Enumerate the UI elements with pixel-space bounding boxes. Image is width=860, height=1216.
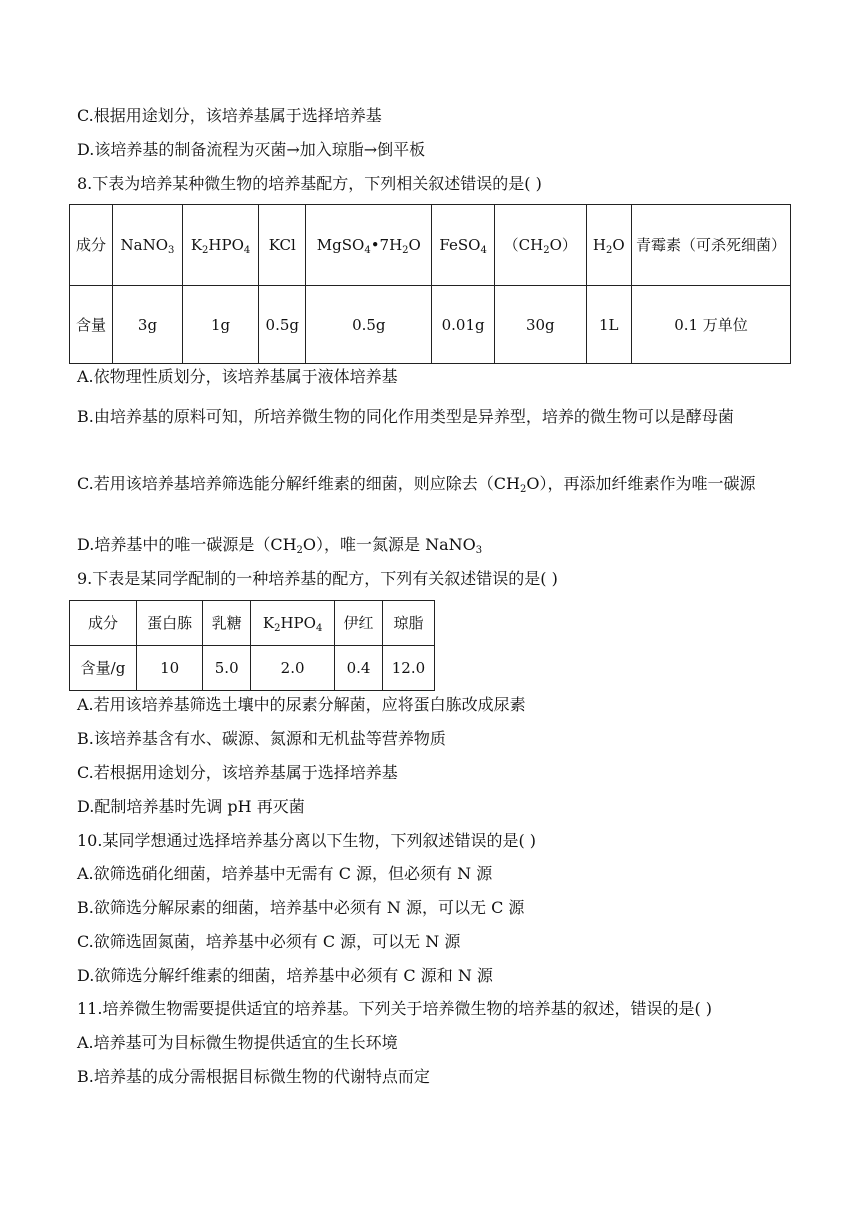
q11-option-a: A.培养基可为目标微生物提供适宜的生长环境: [77, 1033, 398, 1052]
q9-amount-2: 2.0: [251, 646, 335, 691]
q8-amount-2: 0.5g: [259, 286, 306, 364]
q8-cell-mgso4: $MgSO_4•7H_2O$: [306, 205, 432, 286]
q8-cell-nano3: NaNO$_3$: [113, 205, 183, 286]
q8-amount-0: 3g: [113, 286, 183, 364]
q8-amount-7: 0.1 万单位: [632, 286, 791, 364]
q8-table: [69, 204, 791, 364]
q8-option-b: B.由培养基的原料可知，所培养微生物的同化作用类型是异养型，培养的微生物可以是酵母菌: [77, 407, 734, 426]
q9-cell-k2hpo4: $K_2HPO_4$: [251, 601, 335, 646]
q8-option-a: A.依物理性质划分，该培养基属于液体培养基: [77, 367, 398, 386]
q9-amount-4: 12.0: [382, 646, 434, 691]
q8-option-c: C.若用该培养基培养筛选能分解纤维素的细菌，则应除去$(CH_2O)$，再添加纤维素作为唯一碳源: [77, 474, 756, 495]
q10-option-c: C.欲筛选固氮菌，培养基中必须有 C 源，可以无 N 源: [77, 932, 461, 951]
q7-option-c: C.根据用途划分，该培养基属于选择培养基: [77, 106, 382, 125]
q10-option-a: A.欲筛选硝化细菌，培养基中无需有 C 源，但必须有 N 源: [77, 864, 493, 883]
q8-row-label-amount-text: 含量: [75, 315, 106, 334]
q9-cell-lactose: 乳糖: [203, 601, 251, 646]
q9-stem: 9.下表是某同学配制的一种培养基的配方，下列有关叙述错误的是( ): [77, 569, 558, 588]
q11-option-b: B.培养基的成分需根据目标微生物的代谢特点而定: [77, 1067, 430, 1086]
q8-amount-4: 0.01g: [432, 286, 495, 364]
q9-row-label-component: 成分: [70, 601, 137, 646]
q9-cell-agar: 琼脂: [382, 601, 434, 646]
q8-amount-5: 30g: [495, 286, 587, 364]
q8-cell-kcl: KCl: [259, 205, 306, 286]
q9-option-d: D.配制培养基时先调 pH 再灭菌: [77, 797, 305, 816]
q9-row-label-amount: 含量/g: [70, 646, 137, 691]
q9-cell-peptone: 蛋白胨: [137, 601, 203, 646]
q10-option-d: D.欲筛选分解纤维素的细菌，培养基中必须有 C 源和 N 源: [77, 966, 493, 985]
q8-cell-h2o: $H_2O$: [586, 205, 631, 286]
q8-amount-3: 0.5g: [306, 286, 432, 364]
q8-row-label-amount: [70, 286, 113, 364]
q9-option-a: A.若用该培养基筛选土壤中的尿素分解菌，应将蛋白胨改成尿素: [77, 695, 526, 714]
q8-cell-k2hpo4: $K_2HPO_4$: [182, 205, 258, 286]
q7-option-d: D.该培养基的制备流程为灭菌→加入琼脂→倒平板: [77, 140, 426, 159]
q9-amount-3: 0.4: [335, 646, 383, 691]
q11-stem: 11.培养微生物需要提供适宜的培养基。下列关于培养微生物的培养基的叙述，错误的是( ): [77, 999, 713, 1018]
q8-row-label-component-text: 成分: [75, 236, 106, 254]
q8-cell-ch2o: $(CH_2O)$: [495, 205, 587, 286]
q8-cell-feso4: FeSO$_4$: [432, 205, 495, 286]
q9-option-b: B.该培养基含有水、碳源、氮源和无机盐等营养物质: [77, 729, 446, 748]
q8-option-d: D.培养基中的唯一碳源是$(CH_2O)$，唯一氮源是 NaNO$_3$: [77, 535, 483, 556]
q10-option-b: B.欲筛选分解尿素的细菌，培养基中必须有 N 源，可以无 C 源: [77, 898, 525, 917]
q8-stem: 8.下表为培养某种微生物的培养基配方，下列相关叙述错误的是( ): [77, 174, 542, 193]
q9-amount-0: 10: [137, 646, 203, 691]
q9-amount-1: 5.0: [203, 646, 251, 691]
q8-amount-6: 1L: [586, 286, 631, 364]
q8-cell-penicillin: 青霉素（可杀死细菌）: [632, 205, 791, 286]
q8-row-label-component: [70, 205, 113, 286]
q9-cell-eosin: 伊红: [335, 601, 383, 646]
q10-stem: 10.某同学想通过选择培养基分离以下生物，下列叙述错误的是( ): [77, 831, 537, 850]
q9-table: [69, 600, 435, 691]
q9-option-c: C.若根据用途划分，该培养基属于选择培养基: [77, 763, 398, 782]
q8-amount-1: 1g: [182, 286, 258, 364]
